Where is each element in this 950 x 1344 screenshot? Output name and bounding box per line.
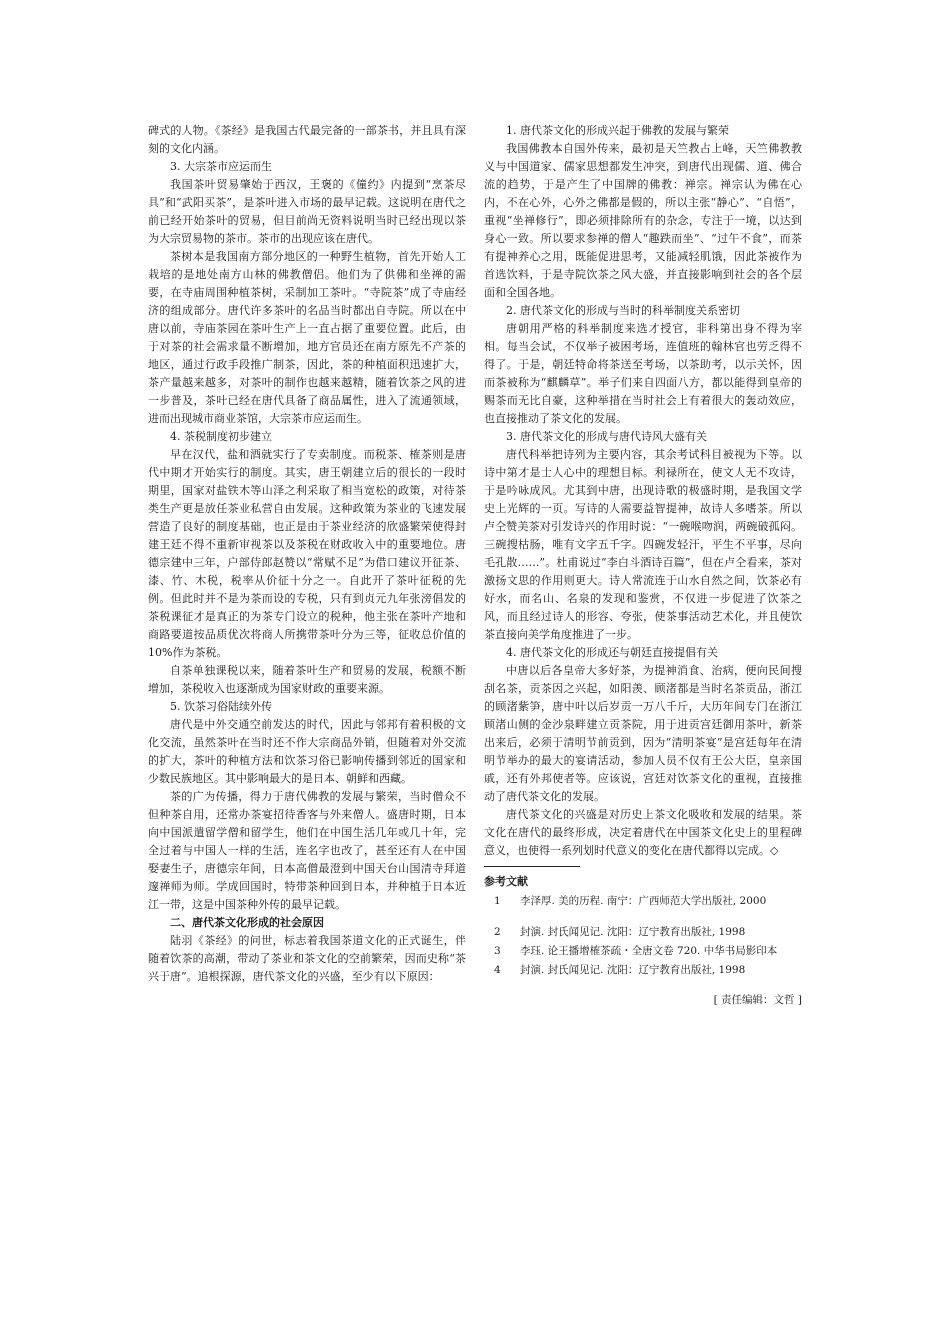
section-heading-5: 5. 饮茶习俗陆续外传 <box>170 700 272 713</box>
paragraph: 我国茶叶贸易肇始于西汉，王褒的《僮约》内提到“烹茶尽具”和“武阳买茶”，是茶叶进入市场的最早记载。这说明在唐代之前已经开始茶叶的贸易，但目前尚无资料说明当时已经出现以茶为大宗贸易物的茶市。茶市的出现应该在唐代。 <box>148 178 466 245</box>
reference-item <box>484 962 802 979</box>
paragraph: 茶的广为传播，得力于唐代佛教的发展与繁荣，当时僧众不但种茶自用，还常办茶宴招待香客与外来僧人。盛唐时期，日本向中国派遣留学僧和留学生，他们在中国生活几年或几十年，完全过着与中国人一样的生活，连名字也改了，甚至还有人在中国娶妻生子，唐德宗年间，日本高僧最澄到中国天台山国清寺拜道邃禅师为师。学成回国时，特带茶种回到日本，并种植于日本近江一带，这是中国茶种外传的最早记载。 <box>148 790 466 911</box>
reference-item <box>484 893 802 910</box>
reference-item <box>484 943 802 960</box>
references-title: 参考文献 <box>484 875 528 888</box>
paragraph: 中唐以后各皇帝大多好茶，为提神消食、治病，便向民间搜刮名茶，贡茶因之兴起，如阳羡、顾渚都是当时名茶贡品，浙江的顾渚紫笋，唐中叶以后岁贡一万八千斤，大历年间专门在浙江顾渚山侧的金沙泉畔建立贡茶院，用于进贡宫廷御用茶叶，新茶出来后，必须于清明节前贡到，因为“清明茶宴”是宫廷每年在清明节举办的最大的宴请活动，参加人员不仅有王公大臣，皇亲国戚，还有外邦使者等。应该说，宫廷对饮茶文化的重视，直接推动了唐代茶文化的发展。 <box>484 664 802 803</box>
left-column <box>148 122 466 986</box>
paragraph: 唐代茶文化的兴盛是对历史上茶文化吸收和发展的结果。茶文化在唐代的最终形成，决定着唐代在中国茶文化史上的里程碑意义，也使得一系列划时代意义的变化在唐代都得以完成。◇ <box>484 808 802 857</box>
paragraph: 自茶单独课税以来，随着茶叶生产和贸易的发展，税额不断增加，茶税收入也逐渐成为国家财政的重要来源。 <box>148 664 466 695</box>
reference-text: 封演. 封氏闻见记. 沈阳：辽宁教育出版社, 1998 <box>520 964 746 976</box>
section-heading-1: 1. 唐代茶文化的形成兴起于佛教的发展与繁荣 <box>506 124 729 137</box>
reference-text: 封演. 封氏闻见记. 沈阳：辽宁教育出版社, 1998 <box>520 926 746 938</box>
section-heading-2: 2. 唐代茶文化的形成与当时的科举制度关系密切 <box>506 304 740 317</box>
references-list <box>484 893 802 979</box>
reference-number: 4 <box>494 964 501 976</box>
reference-number: 1 <box>494 895 501 907</box>
section-heading-main-2: 二、唐代茶文化形成的社会原因 <box>170 916 324 929</box>
section-heading-4: 4. 唐代茶文化的形成还与朝廷直接提倡有关 <box>506 646 718 659</box>
paragraph: 早在汉代，盐和酒就实行了专卖制度。而税茶、榷茶则是唐代中期才开始实行的制度。其实，唐王朝建立后的很长的一段时期里，国家对盐铁木等山泽之利采取了相当宽松的政策，对待茶类生产更是放任茶业私营自由发展。这种政策为茶业的飞速发展营造了良好的制度基础，也正是由于茶业经济的欣盛繁荣使得封建王廷不得不重新审视茶以及茶税在财政收入中的重要地位。唐德宗建中三年，户部侍郎赵赞以“常赋不足”为借口建议开征茶、漆、竹、木税，税率从价征十分之一。自此开了茶叶征税的先例。但此时并不是为茶而设的专税，只有到贞元九年张滂倡发的茶税课征才是真正的为茶专门设立的税种，他主张在茶叶产地和商路要道按品质优次将商人所携带茶叶分为三等，征收总价值的10%作为茶税。 <box>148 448 466 659</box>
section-heading-4: 4. 茶税制度初步建立 <box>170 430 272 443</box>
reference-text: 李珏. 论王播增榷茶疏・全唐文卷 720. 中华书局影印本 <box>520 945 778 957</box>
paragraph: 碑式的人物。《茶经》是我国古代最完备的一部茶书，并且具有深刻的文化内涵。 <box>148 124 466 155</box>
paragraph: 我国佛教本自国外传来，最初是天竺教占上峰，天竺佛教教义与中国道家、儒家思想都发生冲突，到唐代出现儒、道、佛合流的趋势，于是产生了中国牌的佛教：禅宗。禅宗认为佛在心内，不在心外，心外之佛都是假的，所以主张“静心”、“自悟”，重视“坐禅修行”，即必须排除所有的杂念，专注于一境，以达到身心一致。所以要求参禅的僧人“趣跌而坐”、“过午不食”，而茶有提神养心之用，既能促进思考，又能减轻肌饿，因此茶被作为首选饮料，于是寺院饮茶之风大盛，并直接影响到社会的各个层面和全国各地。 <box>484 142 802 299</box>
reference-number: 2 <box>494 926 501 938</box>
responsible-editor: [ 责任编辑：文哲 ] <box>713 994 802 1006</box>
right-column <box>484 122 802 1009</box>
paragraph: 陆羽《茶经》的问世，标志着我国茶道文化的正式诞生，伴随着饮茶的高潮，带动了茶业和茶文化的空前繁荣，因而史称“茶兴于唐”。追根探源，唐代茶文化的兴盛，至少有以下原因： <box>148 934 466 983</box>
reference-item <box>484 924 802 941</box>
reference-text: 李泽厚. 美的历程. 南宁：广西师范大学出版社, 2000 <box>520 895 767 907</box>
paragraph: 唐代科举把诗列为主要内容，其余考试科目被视为下等。以诗中第才是士人心中的理想目标。利禄所在，使文人无不攻诗，于是吟咏成风。尤其到中唐，出现诗歌的极盛时期，是我国文学史上光辉的一页。写诗的人需要益智提神，故诗人多嗜茶。所以卢仝赞美茶对引发诗兴的作用时说：“一碗喉吻润，两碗破孤闷。三碗搜枯肠，唯有文字五千字。四碗发轻汗，平生不平事，尽向毛孔散……”。杜甫说过“李白斗酒诗百篇”，但在卢仝看来，茶对激扬文思的作用则更大。诗人常流连于山水自然之间，饮茶必有好水，而名山、名泉的发现和鉴赏，不仅进一步促进了饮茶之风，而且经过诗人的形容、夸张，使茶事活动艺术化，并且使饮茶直接向美学角度推进了一步。 <box>484 448 802 641</box>
section-heading-3: 3. 唐代茶文化的形成与唐代诗风大盛有关 <box>506 430 707 443</box>
section-heading-3: 3. 大宗茶市应运而生 <box>170 160 272 173</box>
reference-number: 3 <box>494 945 501 957</box>
paragraph: 唐朝用严格的科举制度来选才授官，非科第出身不得为宰相。每当会试，不仅举子被困考场，连值班的翰林官也劳乏得不得了。于是，朝廷特命将茶送至考场，以茶助考，以示关怀，因而茶被称为“麒麟草”。举子们来自四面八方，都以能得到皇帝的赐茶而无比自豪，这种举措在当时社会上有着很大的轰动效应，也直接推动了茶文化的发展。 <box>484 322 802 425</box>
references-divider <box>484 866 580 867</box>
paragraph: 茶树本是我国南方部分地区的一种野生植物，首先开始人工栽培的是地处南方山林的佛教僧侣。他们为了供佛和坐禅的需要，在寺庙周围种植茶树，采制加工茶叶。“寺院茶”成了寺庙经济的组成部分。唐代许多茶叶的名品当时都出自寺院。所以在中唐以前，寺庙茶园在茶叶生产上一直占据了重要位置。此后，由于对茶的社会需求量不断增加，地方官员还在南方原先不产茶的地区，通过行政手段推广制茶，因此，茶的种植面积迅速扩大，茶产量越来越多，对茶叶的制作也越来越精，随着饮茶之风的进一步普及，茶叶已经在唐代具备了商品属性，进入了流通领域，进而出现城市商业茶馆，大宗茶市应运而生。 <box>148 250 466 425</box>
paragraph: 唐代是中外交通空前发达的时代，因此与邻邦有着积极的文化交流，虽然茶叶在当时还不作大宗商品外销，但随着对外交流的扩大，茶叶的种植方法和饮茶习俗已影响传播到邻近的国家和少数民族地区。其中影响最大的是日本、朝鲜和西藏。 <box>148 718 466 785</box>
